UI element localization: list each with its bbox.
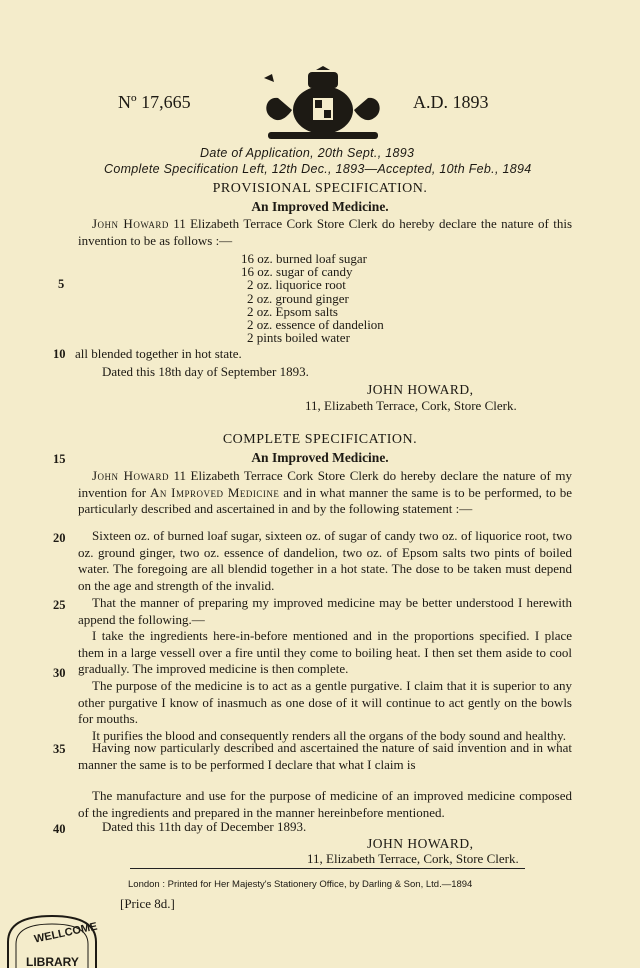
complete-dated: Dated this 11th day of December 1893. (102, 819, 307, 834)
ingredient-item: 2 oz. Epsom salts (247, 303, 338, 319)
provisional-intro-text: 11 Elizabeth Terrace Cork Store Clerk do hereby declare the nature of this invention to be as follows :— (78, 216, 573, 248)
paragraph-6-text: Having now particularly described and ascertained the nature of said invention and in what manner the same is to be performed I declare that what I claim is (78, 740, 572, 772)
paragraph-1-text: Sixteen oz. of burned loaf sugar, sixteen oz. of sugar of candy two oz. of liquorice root, two oz. ground ginger, two oz. essence of dandelion, two oz. of Epsom salts two pints of boiled water. The foregoing are all blendid together in a hot state. The dose to be taken must depend on the age and strength of the invalid. (78, 528, 572, 593)
paragraph-5-text: It purifies the blood and consequently renders all the organs of the body sound and healthy. (92, 727, 567, 743)
paragraph-4-text: The purpose of the medicine is to act as a gentle purgative. I claim that it is superior to any other purgative I know of inasmuch as one dose of it will continue to act gently on the bowls for mouths. (78, 677, 572, 727)
provisional-blended: all blended together in hot state. (75, 346, 242, 361)
paragraph-3-text: I take the ingredients here-in-before mentioned and in the proportions specified. I place them in a large vessell over a fire until they come to boiling heat. I then set them aside to cool gradually. The improved medicine is then complete. (78, 628, 572, 677)
provisional-address: 11, Elizabeth Terrace, Cork, Store Clerk. (305, 398, 517, 413)
invention-title: An Improved Medicine (149, 484, 280, 500)
complete-heading: COMPLETE SPECIFICATION. (222, 432, 418, 447)
ingredient-item: 16 oz. sugar of candy (241, 264, 353, 280)
provisional-dated: Dated this 18th day of September 1893. (102, 364, 309, 379)
ingredient-item: 2 oz. ground ginger (247, 290, 349, 306)
line-number: 20 (53, 531, 66, 545)
line-number: 30 (53, 666, 66, 680)
line-number: 10 (53, 347, 66, 361)
footer-divider (130, 868, 525, 869)
line-number: 40 (53, 822, 66, 836)
complete-address: 11, Elizabeth Terrace, Cork, Store Clerk. (307, 851, 519, 866)
ingredient-item: 16 oz. burned loaf sugar (241, 251, 367, 266)
ingredients-list (228, 252, 384, 344)
line-number: 15 (53, 452, 66, 466)
complete-subtitle: An Improved Medicine. (251, 450, 389, 465)
inventor-name: John Howard (92, 216, 169, 231)
paragraph-1 (78, 528, 572, 594)
price: [Price 8d.] (120, 896, 175, 911)
provisional-intro (78, 216, 572, 249)
stamp-top-text: WELLCOME (33, 920, 99, 946)
paragraphs-2-5 (78, 595, 572, 744)
ingredient-item: 2 oz. liquorice root (247, 277, 346, 293)
provisional-heading: PROVISIONAL SPECIFICATION. (212, 181, 428, 196)
royal-coat-of-arms-icon (258, 66, 388, 142)
paragraph-2-text: That the manner of preparing my improved medicine may be better understood I herewith append the following.— (78, 595, 572, 627)
stamp-bottom-text: LIBRARY (26, 955, 79, 968)
line-number: 35 (53, 742, 66, 756)
inventor-name: John Howard (92, 468, 169, 483)
provisional-signature: JOHN HOWARD, (367, 382, 474, 397)
claim (78, 788, 572, 821)
complete-intro (78, 468, 572, 518)
complete-spec-dates: Complete Specification Left, 12th Dec., 1893—Accepted, 10th Feb., 1894 (104, 162, 532, 176)
provisional-subtitle: An Improved Medicine. (251, 199, 389, 214)
complete-signature: JOHN HOWARD, (367, 836, 474, 851)
complete-intro-text: 11 Elizabeth Terrace Cork Store Clerk do hereby declare the nature of my invention for (78, 468, 572, 500)
ingredient-item: 2 oz. essence of dandelion (247, 317, 384, 333)
ingredient-item: 2 pints boiled water (247, 330, 350, 346)
complete-intro-text-end: and in what manner the same is to be performed, to be particularly described and ascertained in and by the following statement :— (78, 484, 572, 517)
application-date: Date of Application, 20th Sept., 1893 (200, 146, 415, 160)
line-number: 25 (53, 598, 66, 612)
patent-number: Nº 17,665 (118, 92, 191, 112)
printer-line: London : Printed for Her Majesty's Stationery Office, by Darling & Son, Ltd.—1894 (128, 879, 473, 890)
line-number: 5 (58, 277, 65, 291)
library-stamp-icon (6, 912, 102, 968)
paragraph-6 (78, 740, 572, 773)
claim-text: The manufacture and use for the purpose of medicine of an improved medicine composed of the ingredients and prepared in the manner hereinbefore mentioned. (78, 788, 572, 820)
patent-year: A.D. 1893 (413, 92, 489, 112)
